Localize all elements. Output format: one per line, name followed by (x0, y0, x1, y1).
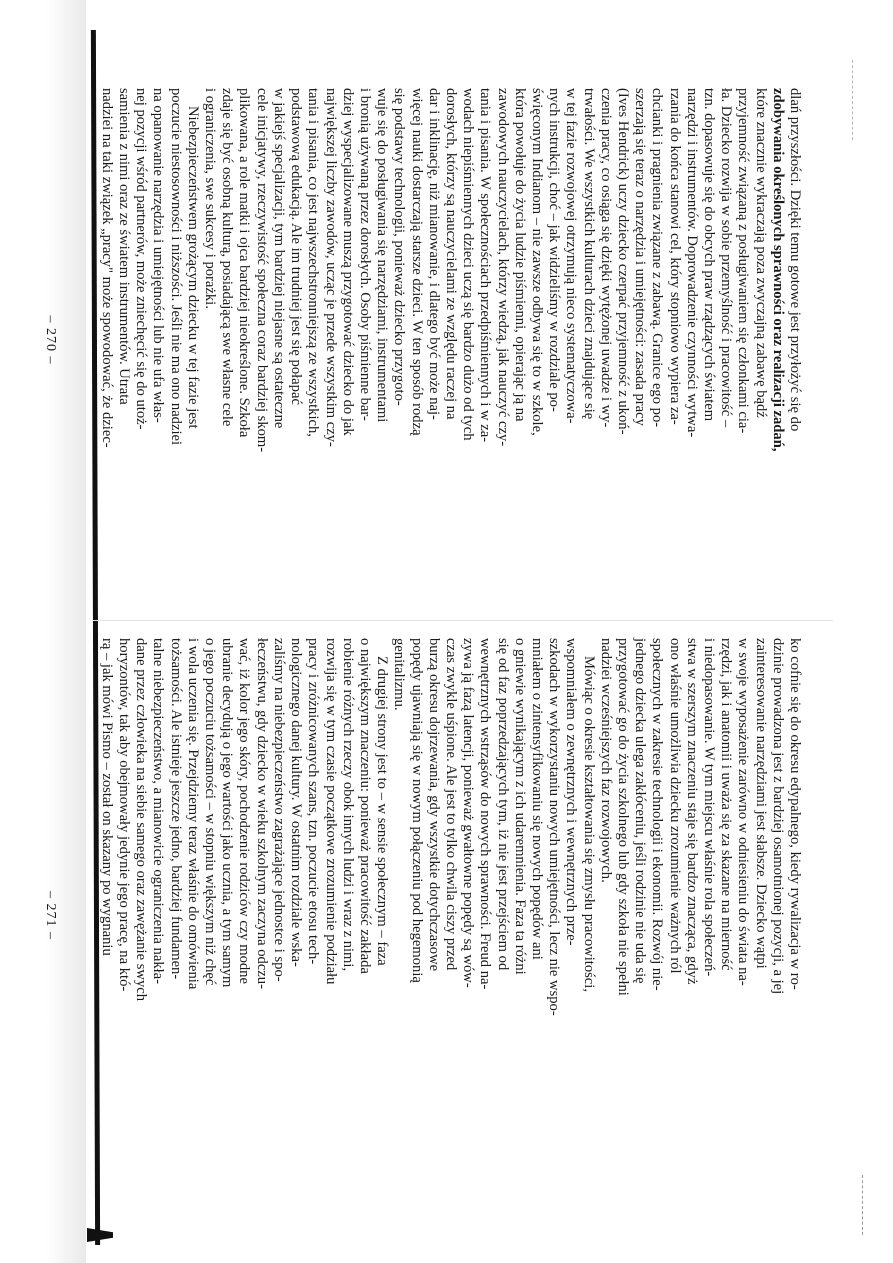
text-line: o gniewie wynikającym z ich udaremnienia. Faza ta różni (511, 638, 528, 975)
text-line: i bronią używaną przez dorosłych. Osoby piśmienne bar- (356, 88, 373, 421)
text-line: samienia z nimi oraz ze światem instrumentów. Utrata (116, 88, 133, 405)
left-page-text (98, 88, 803, 598)
right-page-text (98, 638, 803, 1150)
text-line: dorosłych, którzy są nauczycielami ze względu raczej na (442, 88, 459, 420)
text-line: genitalizmu. (391, 638, 408, 711)
text-line: się podstawy technologii, ponieważ dziecko przygoto- (391, 88, 408, 406)
text-line: tzn. dopasowuje się do obcych praw rządzących światem (700, 88, 717, 422)
text-line: społecznych w zakresie technologii i ekonomii. Rozwój nie- (649, 638, 666, 991)
text-line: szerzają się teraz o narzędzia i umiejętności: zasada pracy (632, 88, 649, 426)
text-line: święconym Indianom – nie zawsze odbywa się to w szkole, (528, 88, 545, 436)
text-line: rozwija się w tym czasie początkowe zrozumienie podziału (322, 638, 339, 985)
text-line: horyzontów, tak aby obejmowały jedynie jego pracę, na któ- (116, 638, 133, 992)
text-line: szkodach w wykorzystaniu nowych umiejętności, lecz nie wspo- (546, 638, 563, 1016)
text-line: popędy ujawniają się w nowym połączeniu pod hegemonią (408, 638, 425, 983)
text-line: tożsamości. Ale istnieje jeszcze jedno, bardziej fundamen- (167, 638, 184, 980)
text-line: i wola uczenia się. Przejdziemy teraz właśnie do omówienia (184, 638, 201, 990)
page-number: – 271 – (43, 891, 58, 940)
text-line: wspomniałem o zewnętrznych i wewnętrznych prze- (563, 638, 580, 946)
text-line: dzinie prowadzona jest z bardziej osamotnionej pozycji, a jej (769, 638, 786, 995)
text-line: rzędzi, jak i anatomii i uważa się za skazane na mierność (718, 638, 735, 971)
text-line: wać, iż kolor jego skóry, pochodzenie rodziców czy modne (236, 638, 253, 984)
text-line: zdobywania określonych sprawności oraz realizacji zadań, (769, 88, 786, 452)
text-line: nologicznego danej kultury. W ostatnim rozdziale wska- (288, 638, 305, 967)
text-line: stwa w szerszym znaczeniu staje się bardzo znacząca, gdyż (683, 638, 700, 985)
left-page (0, 60, 893, 620)
text-line: plikowana, a role matki i ojca bardziej nieokreślone. Szkoła (236, 88, 253, 438)
text-line: pracy i zróżnicowanych szans, tzn. poczucie etosu tech- (305, 638, 322, 965)
text-line: czas zwykle uśpione. Ale jest to tylko chwila ciszy przed (442, 638, 459, 971)
text-line: dar i inklinację, niż mianowanie, i dlatego być może naj- (425, 88, 442, 420)
text-line: zywa ją fazą latencji, ponieważ gwałtowne popędy są wów- (460, 638, 477, 988)
text-line: łeczeństwu, gdy dziecko w wieku szkolnym zaczyna odczu- (253, 638, 270, 989)
text-line: dziej wyspecjalizowane muszą przygotować dziecko do jak (339, 88, 356, 436)
text-line: jednego dziecka ulega zakłóceniu, jeśli rodzinie nie uda się (632, 638, 649, 984)
text-line: Niebezpieczeństwem grożącym dziecku w tej fazie jest (184, 106, 201, 429)
text-line: tania i pisania. W społecznościach przedpiśmiennych i w za- (477, 88, 494, 443)
text-line: w swoje wyposażenie zarówno w odniesieniu do świata na- (735, 638, 752, 986)
text-line: tania i pisania, co jest najwszechstronniejszą ze wszystkich, (305, 88, 322, 437)
text-line: zdaje się być osobną kulturą, posiadającą swe własne cele (219, 88, 236, 427)
text-line: wewnętrznych wstrząsów do nowych sprawności. Freud na- (477, 638, 494, 990)
text-line: dane przez człowieka na siebie samego oraz zawężanie swych (133, 638, 150, 1002)
text-line: ubranie decydują o jego wartości jako ucznia, a tym samym (219, 638, 236, 988)
right-page (0, 628, 893, 1203)
text-line: więcej nauki dostarczają starsze dzieci. W ten sposób rodzą (408, 88, 425, 436)
text-line: zainteresowanie narzędziami jest słabsze. Dziecko wątpi (752, 638, 769, 969)
text-line: rą – jak mówi Pismo – został on skazany po wygnaniu (98, 638, 115, 956)
text-line: przygotować go do życia szkolnego lub gdy szkoła nie spełni (614, 638, 631, 996)
text-line: o największym znaczeniu: ponieważ pracowitość zakłada (356, 638, 373, 974)
text-line: na opanowanie narzędzia i umiejętności lub nie ufa włas- (150, 88, 167, 423)
text-line: ko cofnie się do okresu edypalnego, kiedy rywalizacja w ro- (787, 638, 803, 990)
text-line: podstawową edukacją. Ale im trudniej jest się połapać (288, 88, 305, 405)
text-line: zaliśmy na niebezpieczeństwo zagrażające jednostce i spo- (270, 638, 287, 982)
text-line: (Ives Hendrick) uczy dziecko czerpać przyjemność z ukoń- (614, 88, 631, 435)
text-line: zawodowych nauczycielach, którzy wiedzą, jak nauczyć czy- (494, 88, 511, 447)
text-line: chcianki i pragnienia związane z zabawą. Granice ego po- (649, 88, 666, 428)
text-line: wuje się do posługiwania się narzędziami, instrumentami (374, 88, 391, 423)
text-line: nych instrukcji, choć – jak widzieliśmy w rozdziale po- (546, 88, 563, 412)
text-line: przyjemność związaną z posługiwaniem się członkami cia- (735, 88, 752, 434)
text-line: największej liczby zawodów, ucząc je przede wszystkim czy- (322, 88, 339, 447)
text-line: ono właśnie umożliwia dziecku zrozumienie ważnych ról (666, 638, 683, 974)
text-line: ła. Dziecko rozwija w sobie przemyślność i pracowitość – (718, 88, 735, 428)
text-line: która powołuje do życia ludzie piśmienni, opierając ją na (511, 88, 528, 422)
text-line: czenia pracy, co osiąga się dzięki wytężonej uwadze i wy- (597, 88, 614, 428)
text-line: w jakiejś specjalizacji, tym bardziej niejasne są ostateczne (270, 88, 287, 429)
text-line: burzą okresu dojrzewania, gdy wszystkie dotychczasowe (425, 638, 442, 972)
text-line: wodach niepiśmiennych dzieci uczą się bardzo dużo od tych (460, 88, 477, 441)
text-line: cele inicjatywy, rzeczywistość społeczna coraz bardziej skom- (253, 88, 270, 453)
text-line: i ograniczenia, swe sukcesy i porażki. (202, 88, 219, 309)
text-line: w tej fazie rozwojowej otrzymują nieco systematyczowa- (563, 88, 580, 424)
text-line: Mówiąc o okresie kształtowania się zmysłu pracowitości, (580, 656, 597, 992)
page-number: – 270 – (43, 315, 58, 365)
text-line: talne niebezpieczeństwo, a mianowicie ograniczenia nakła- (150, 638, 167, 985)
text-line: trwałości. We wszystkich kulturach dzieci znajdujące się (580, 88, 597, 420)
text-line: rzania do końca stanowi cel, który stopniowo wypiera za- (666, 88, 683, 425)
text-line: i niedopasowanie. W tym miejscu właśnie rola społeczeń- (700, 638, 717, 977)
text-line: poczucie niestosowności i niższości. Jeśli nie ma ono nadziei (167, 88, 184, 446)
text-line: mniałem o zintensyfikowaniu się nowych popędów ani (528, 638, 545, 960)
text-line: o jego poczuciu tożsamości – w stopniu większym niż chęć (202, 638, 219, 986)
text-line: się od faz poprzedzających tym, iż nie jest przejściem od (494, 638, 511, 971)
text-line: dlań przyszłości. Dzięki temu gotowe jest przyłożyć się do (787, 88, 803, 432)
text-line: nadziei na taki związek „pracy" może spowodować, że dziec- (98, 88, 115, 448)
text-line: narzędzi i instrumentów. Doprowadzenie czynności wytwa- (683, 88, 700, 438)
center-gutter (93, 620, 833, 621)
text-line: robienie różnych rzeczy obok innych ludzi i wraz z nimi, (339, 638, 356, 972)
text-line: nadziei wcześniejszych faz rozwojowych. (597, 638, 614, 883)
text-line: które znacznie wykraczają poza zwyczajną zabawę bądź (752, 88, 769, 418)
text-line: Z drugiej strony jest to – w sensie społecznym – faza (374, 656, 391, 966)
text-line: nej pozycji wśród partnerów, może zniechęcić się do utoż- (133, 88, 150, 430)
